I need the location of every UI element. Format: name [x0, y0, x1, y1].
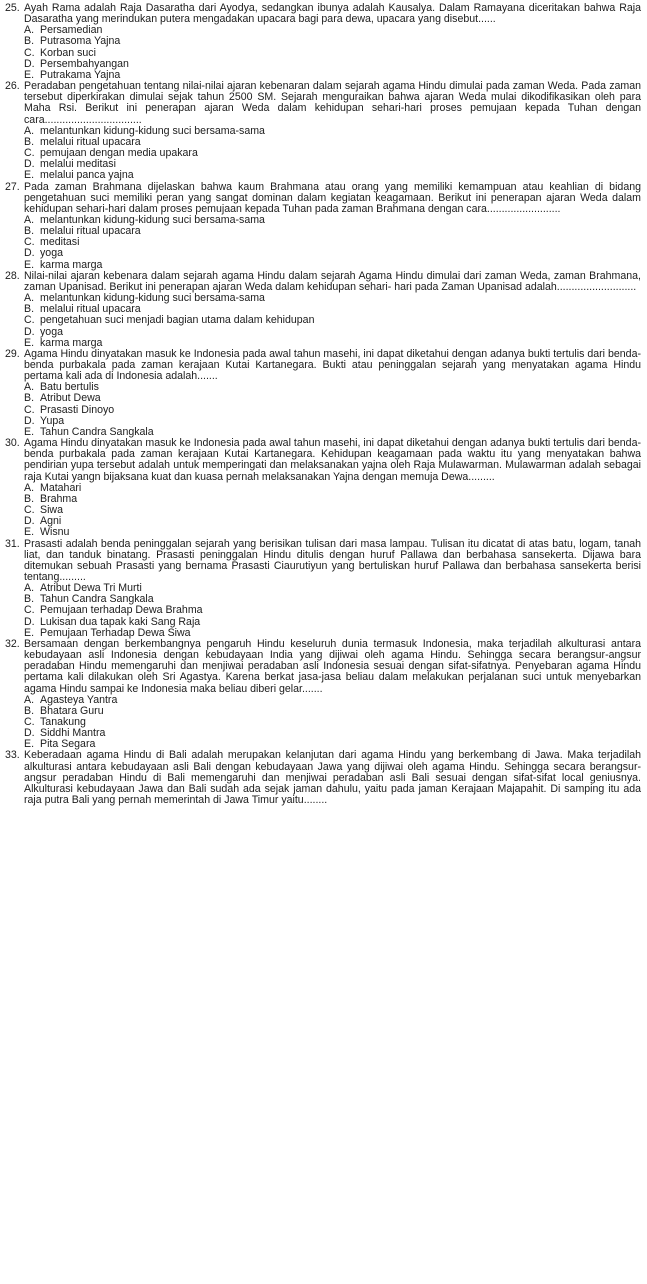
- option-text: yoga: [40, 247, 63, 260]
- option-text: Atribut Dewa Tri Murti: [40, 582, 142, 595]
- option-text: Batu bertulis: [40, 381, 99, 394]
- option-letter: A.: [24, 381, 35, 394]
- answer-option[interactable]: [24, 237, 641, 248]
- option-text: Persembahyangan: [40, 57, 129, 70]
- answer-option[interactable]: [24, 170, 641, 181]
- option-letter: B.: [24, 492, 35, 505]
- option-text: yoga: [40, 325, 63, 338]
- option-text: Matahari: [40, 481, 82, 494]
- question-30: [5, 438, 641, 538]
- answer-option[interactable]: [24, 605, 641, 616]
- question-number: 25.: [5, 2, 20, 14]
- option-letter: E.: [24, 626, 35, 639]
- option-text: Pemujaan Terhadap Dewa Siwa: [40, 626, 191, 639]
- option-text: Tahun Candra Sangkala: [40, 593, 154, 606]
- option-text: Tanakung: [40, 716, 86, 728]
- option-letter: E.: [24, 336, 35, 349]
- option-letter: B.: [24, 593, 35, 606]
- option-letter: B.: [24, 303, 35, 316]
- option-text: melalui meditasi: [40, 158, 116, 171]
- option-text: Bhatara Guru: [40, 704, 104, 717]
- option-text: Prasasti Dinoyo: [40, 403, 115, 416]
- question-number: 30.: [5, 437, 20, 450]
- question-number: 33.: [5, 749, 20, 762]
- answer-option[interactable]: [24, 226, 641, 237]
- answer-option[interactable]: [24, 382, 641, 393]
- option-text: Siwa: [40, 504, 63, 517]
- answer-option[interactable]: [24, 527, 641, 538]
- answer-options: [5, 215, 641, 271]
- option-text: Lukisan dua tapak kaki Sang Raja: [40, 615, 201, 628]
- question-text: Keberadaan agama Hindu di Bali adalah merupakan kelanjutan dari agama Hindu yang berkembang di Jawa. Maka terjadilah alkulturasi antara kebudayaan asli Bali dengan kebudayaan Jawa yang dijiwai oleh agama Hindu. Sehingga secara berangsur-angsur peradaban Hindu di Bali memengaruhi dan menjiwai peradaban asli Bali sesuai dengan sifat-sifat local geniusnya. Alkulturasi kebudayaan Jawa dan Bali sudah ada sejak jaman dahulu, yaitu pada jaman Kerajaan Majapahit. Di samping itu ada raja putra Bali yang pernah memerintah di Jawa Timur yaitu........: [24, 749, 641, 807]
- answer-options: [5, 126, 641, 182]
- option-text: Yupa: [40, 414, 65, 427]
- option-letter: C.: [24, 46, 35, 59]
- option-text: meditasi: [40, 236, 80, 249]
- option-text: Wisnu: [40, 526, 70, 539]
- option-letter: A.: [24, 481, 35, 494]
- question-text: Ayah Rama adalah Raja Dasaratha dari Ayodya, sedangkan ibunya adalah Kausalya. Dalam Ramayana diceritakan bahwa Raja Dasaratha yang merindukan putera mengadakan upacara bagi para dewa, upacara yang disebut......: [24, 2, 641, 26]
- option-letter: B.: [24, 704, 35, 717]
- answer-options: [5, 25, 641, 81]
- question-32: [5, 639, 641, 751]
- option-text: Persamedian: [40, 24, 103, 37]
- option-letter: C.: [24, 604, 35, 617]
- option-letter: A.: [24, 24, 35, 37]
- answer-option[interactable]: [24, 315, 641, 326]
- option-text: melalui ritual upacara: [40, 135, 141, 148]
- answer-option[interactable]: [24, 695, 641, 706]
- question-text: Agama Hindu dinyatakan masuk ke Indonesia pada awal tahun masehi, ini dapat diketahui dengan adanya bukti tertulis dari benda-benda purbakala pada zaman kerajaan Kutai Kartanegara. Kehidupan keagamaan pada waktu itu yang menyatakan bahwa pendirian yupa tersebut adalah untuk memperingati dan melaksanakan yajna oleh Raja Mulawarman. Mulawarman adalah sebagai raja Kutai yangn bijaksana kuat dan kuasa pernah melaksanakan Yajna dengan memuja Dewa.........: [24, 437, 641, 483]
- question-stem: [5, 3, 641, 25]
- question-number: 26.: [5, 80, 20, 93]
- answer-option[interactable]: [24, 516, 641, 527]
- question-stem: [5, 182, 641, 215]
- option-letter: A.: [24, 292, 35, 305]
- question-stem: [5, 81, 641, 126]
- option-text: melalui ritual upacara: [40, 225, 141, 238]
- question-28: [5, 271, 641, 349]
- answer-options: [5, 483, 641, 539]
- option-text: Pemujaan terhadap Dewa Brahma: [40, 604, 203, 617]
- option-text: Brahma: [40, 492, 78, 505]
- question-text: Prasasti adalah benda peninggalan sejarah yang berisikan tulisan dari masa lampau. Tulisan itu dicatat di atas batu, logam, tanah liat, dan tanduk binatang. Prasasti peninggalan Hindu ditulis dengan huruf Pallawa dan berbahasa sansekerta. Dijawa bara ditemukan sebuah Prasasti yang bernama Prasasti Ciaurutiyun yang bertuliskan huruf Pallawa dan berbahasa sansekerta berisi tentang.........: [24, 537, 641, 583]
- option-letter: E.: [24, 169, 35, 182]
- question-29: [5, 349, 641, 438]
- answer-option[interactable]: [24, 505, 641, 516]
- question-stem: [5, 271, 641, 293]
- option-letter: B.: [24, 135, 35, 148]
- option-text: Putrakama Yajna: [40, 68, 121, 81]
- option-letter: D.: [24, 325, 35, 338]
- answer-option[interactable]: [24, 728, 641, 739]
- option-letter: B.: [24, 392, 35, 405]
- question-number: 32.: [5, 637, 20, 650]
- option-text: melantunkan kidung-kidung suci bersama-sama: [40, 213, 265, 226]
- question-33: [5, 750, 641, 806]
- question-text: Nilai-nilai ajaran kebenara dalam sejarah agama Hindu dalam sejarah Agama Hindu dimulai dari zaman Weda, zaman Brahmana, zaman Upanisad. Berikut ini penerapan ajaran Weda dalam kehidupan sehari- hari pada Zaman Upanisad adalah...........................: [24, 269, 641, 293]
- answer-option[interactable]: [24, 248, 641, 259]
- option-text: Agasteya Yantra: [40, 693, 118, 706]
- answer-option[interactable]: [24, 706, 641, 717]
- option-letter: E.: [24, 68, 35, 81]
- question-stem: [5, 438, 641, 483]
- option-text: karma marga: [40, 258, 103, 271]
- question-stem: [5, 639, 641, 695]
- option-letter: C.: [24, 504, 35, 517]
- option-letter: C.: [24, 314, 35, 327]
- question-number: 27.: [5, 180, 20, 193]
- question-stem: [5, 349, 641, 382]
- option-text: karma marga: [40, 336, 103, 349]
- option-letter: A.: [24, 582, 35, 595]
- option-text: Putrasoma Yajna: [40, 35, 121, 48]
- option-letter: C.: [24, 147, 35, 160]
- option-text: Siddhi Mantra: [40, 727, 106, 740]
- question-26: [5, 81, 641, 181]
- option-letter: D.: [24, 727, 35, 740]
- option-letter: D.: [24, 414, 35, 427]
- question-stem: [5, 539, 641, 584]
- option-text: Atribut Dewa: [40, 392, 101, 405]
- option-text: pemujaan dengan media upakara: [40, 147, 198, 160]
- option-letter: A.: [24, 693, 35, 706]
- question-text: Agama Hindu dinyatakan masuk ke Indonesia pada awal tahun masehi, ini dapat diketahui dengan adanya bukti tertulis dari benda-benda purbakala pada zaman kerajaan Kutai Kartanegara. Bukti atau peninggalan sejarah yang menyatakan agama Hindu pertama kali ada di Indonesia adalah.......: [24, 347, 641, 383]
- answer-option[interactable]: [24, 494, 641, 505]
- answer-option[interactable]: [24, 483, 641, 494]
- answer-options: [5, 293, 641, 349]
- question-text: Peradaban pengetahuan tentang nilai-nilai ajaran kebenaran dalam sejarah agama Hindu dimulai pada zaman Weda. Pada zaman tersebut diperkirakan dimulai sejak tahun 2500 SM. Sejarah menguraikan bahwa ajaran Weda mulai dikodifikasikan oleh para Maha Rsi. Berikut ini penerapan ajaran Weda dalam kehidupan sehari-hari proses pemujaan kepada Tuhan dengan cara.................................: [24, 80, 641, 126]
- option-letter: D.: [24, 615, 35, 628]
- answer-option[interactable]: [24, 393, 641, 404]
- answer-option[interactable]: [24, 36, 641, 47]
- option-letter: E.: [24, 425, 35, 438]
- option-text: melalui ritual upacara: [40, 303, 141, 316]
- option-text: melantunkan kidung-kidung suci bersama-sama: [40, 124, 265, 137]
- question-stem: [5, 750, 641, 806]
- answer-option[interactable]: [24, 717, 641, 728]
- question-number: 31.: [5, 537, 20, 550]
- option-letter: C.: [24, 716, 35, 728]
- option-letter: B.: [24, 225, 35, 238]
- answer-options: [5, 695, 641, 751]
- option-letter: C.: [24, 236, 35, 249]
- option-text: Tahun Candra Sangkala: [40, 425, 154, 438]
- option-text: Agni: [40, 515, 62, 528]
- answer-option[interactable]: [24, 148, 641, 159]
- answer-option[interactable]: [24, 327, 641, 338]
- question-text: Bersamaan dengan berkembangnya pengaruh Hindu keseluruh dunia termasuk Indonesia, maka terjadilah alkulturasi antara kebudayaan asli Indonesia dengan kebudayaan India yang dijiwai oleh agama Hindu. Sehingga secara berangsur-angsur peradaban Hindu memengaruhi dan menjiwai peradaban asli Indonesia sesuai dengan sifat-sifatnya. Penyebaran agama Hindu pertama kali dilakukan oleh Sri Agastya. Karena berkat jasa-jasa beliau dalam melakukan perjalanan suci untuk menyebarkan agama Hindu sampai ke Indonesia maka beliau diberi gelar.......: [24, 637, 641, 695]
- option-text: melantunkan kidung-kidung suci bersama-sama: [40, 292, 265, 305]
- option-letter: E.: [24, 258, 35, 271]
- question-number: 28.: [5, 269, 20, 282]
- question-number: 29.: [5, 347, 20, 360]
- option-letter: D.: [24, 158, 35, 171]
- answer-option[interactable]: [24, 405, 641, 416]
- option-letter: C.: [24, 403, 35, 416]
- option-letter: E.: [24, 526, 35, 539]
- question-31: [5, 539, 641, 639]
- option-letter: D.: [24, 247, 35, 260]
- question-27: [5, 182, 641, 271]
- answer-options: [5, 382, 641, 438]
- option-letter: A.: [24, 124, 35, 137]
- question-25: [5, 3, 641, 81]
- option-letter: D.: [24, 515, 35, 528]
- option-text: Korban suci: [40, 46, 96, 59]
- option-letter: B.: [24, 35, 35, 48]
- answer-options: [5, 583, 641, 639]
- question-text: Pada zaman Brahmana dijelaskan bahwa kaum Brahmana atau orang yang memiliki kemampuan atau keahlian di bidang pengetahuan suci memiliki peran yang sangat dominan dalam kegiatan keagamaan. Berikut ini penerapan ajaran Weda dalam kehidupan sehari-hari dalam proses pemujaan kepada Tuhan pada zaman Brahmana dengan cara.........................: [24, 180, 641, 215]
- option-letter: A.: [24, 213, 35, 226]
- option-text: melalui panca yajna: [40, 169, 134, 182]
- option-letter: D.: [24, 57, 35, 70]
- option-text: Pita Segara: [40, 738, 96, 751]
- option-letter: E.: [24, 738, 35, 751]
- option-text: pengetahuan suci menjadi bagian utama dalam kehidupan: [40, 314, 315, 327]
